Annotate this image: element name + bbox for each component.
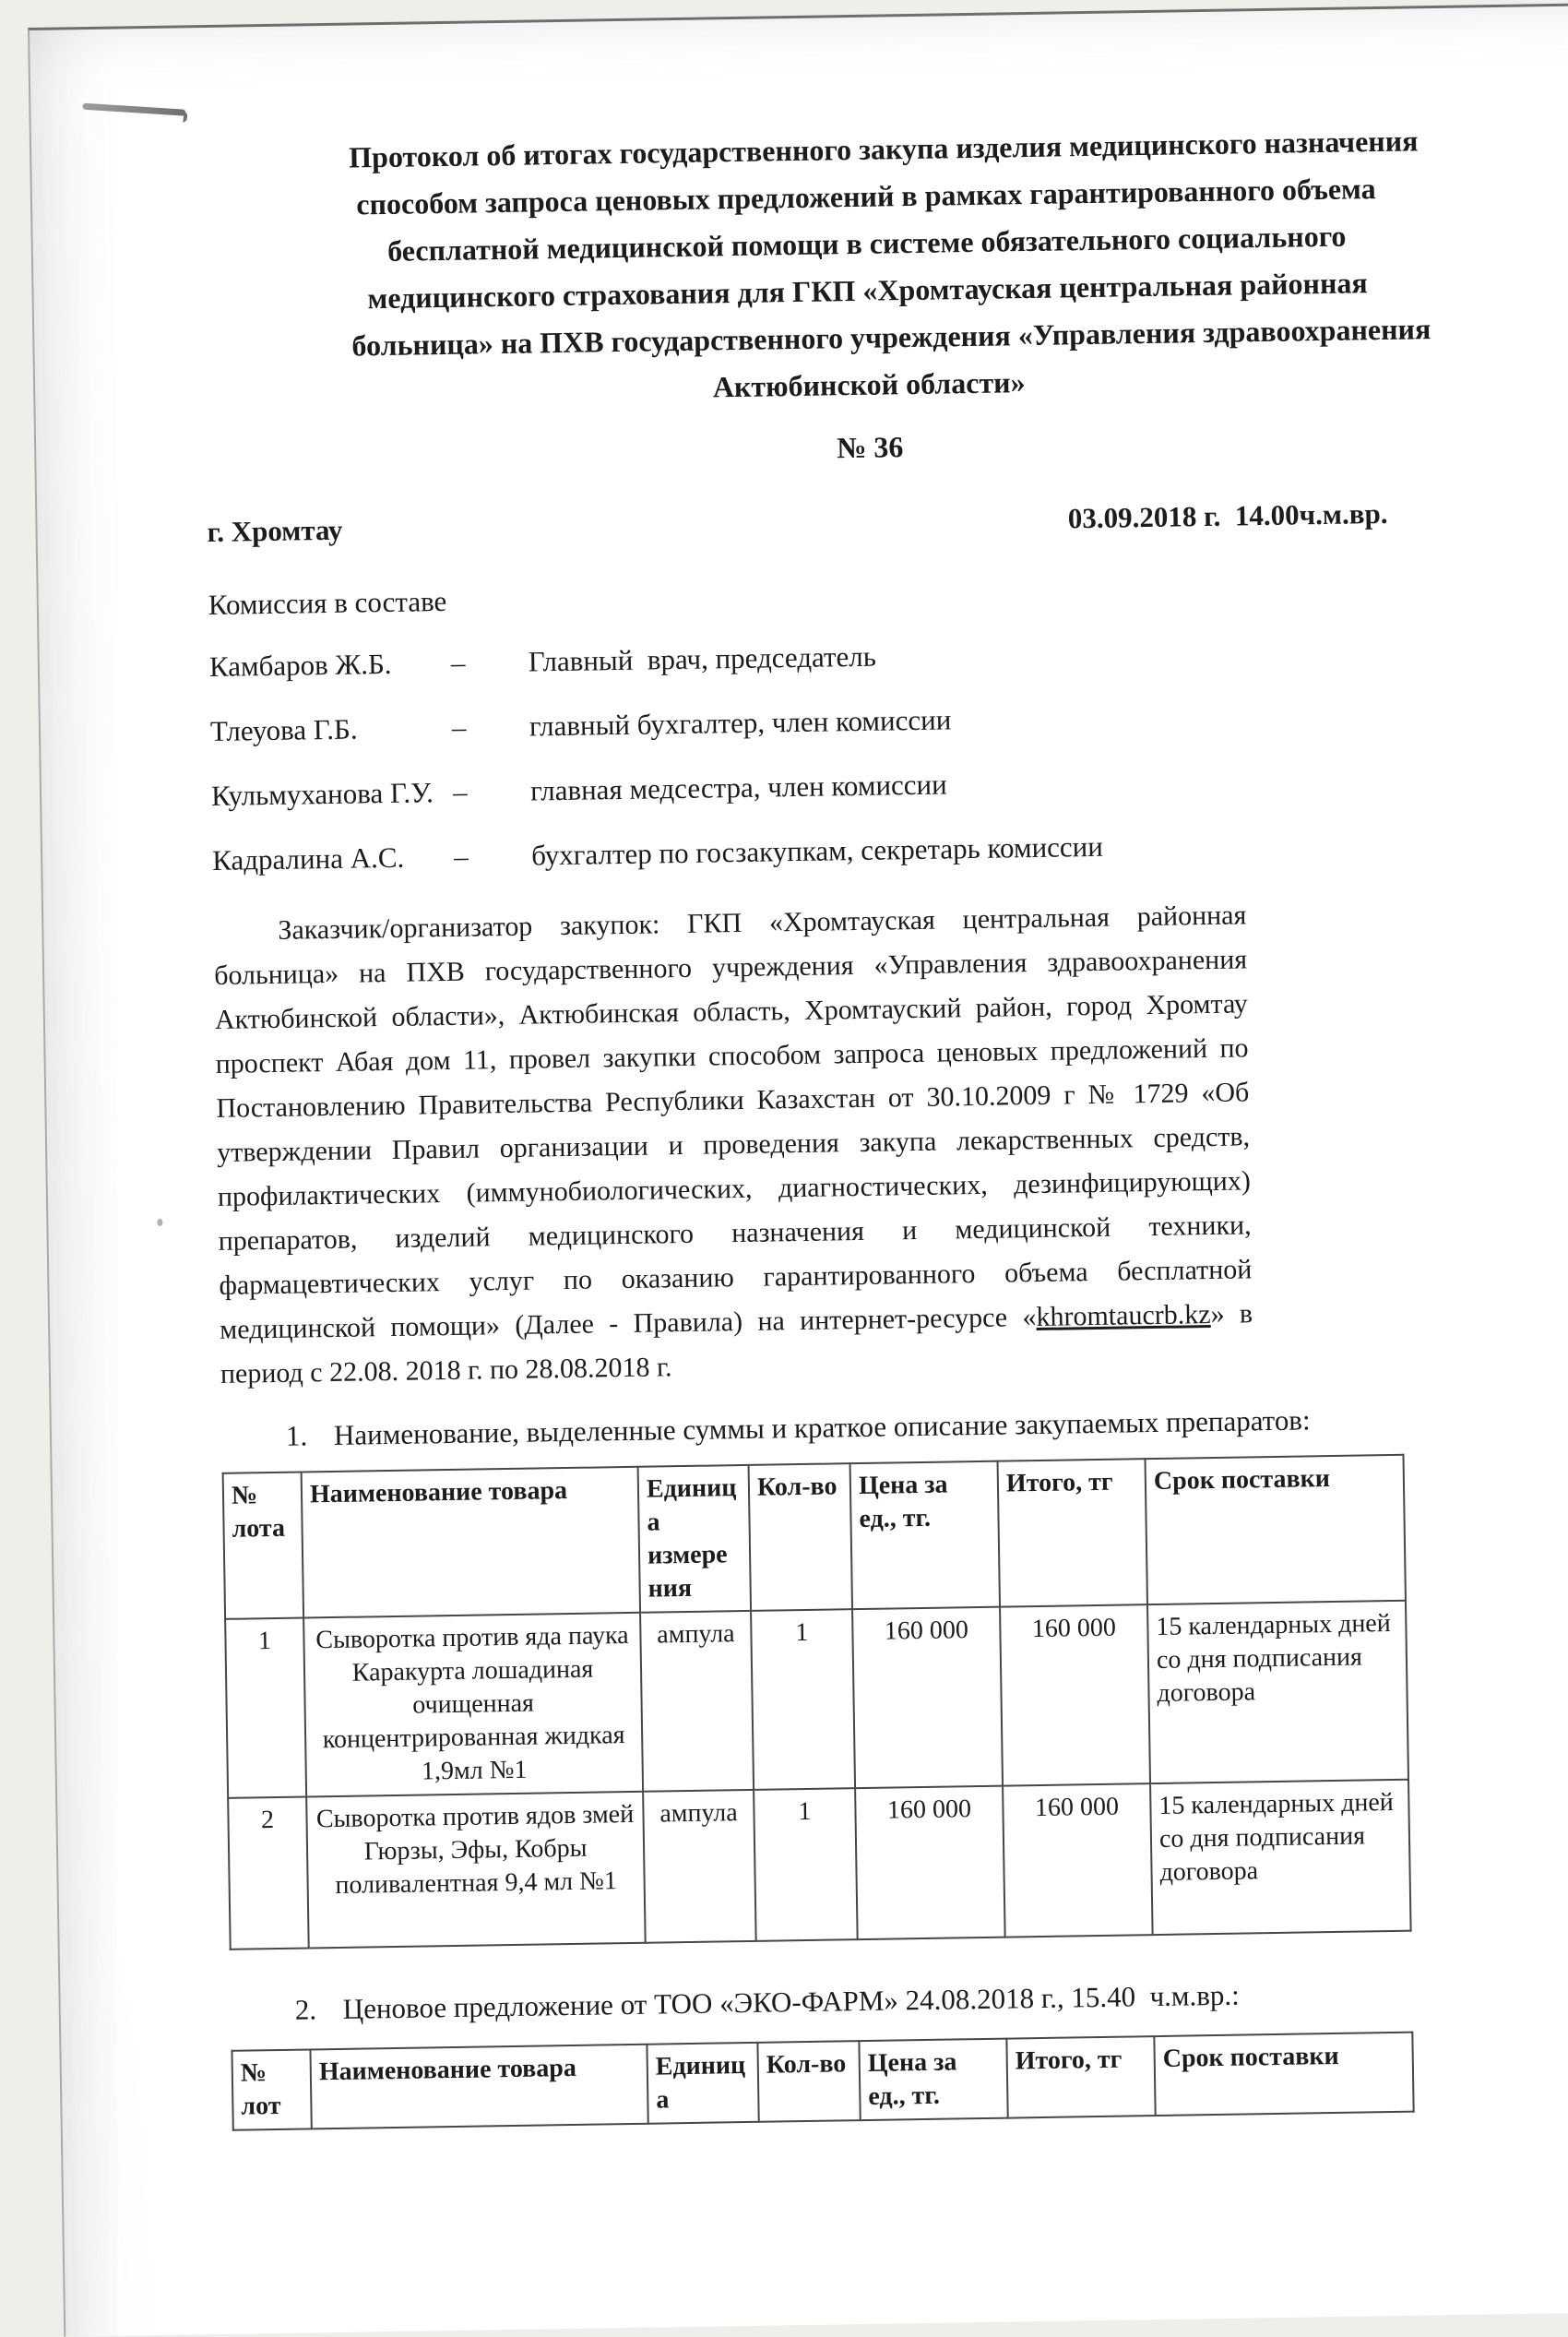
city-label: г. Хромтау <box>207 513 343 549</box>
commission-member-name: Кадралина А.С. <box>211 841 405 876</box>
cell-product-name: Сыворотка против яда паука Каракурта лошадиная очищенная концентрированная жидкая 1,9мл №1 <box>303 1613 643 1797</box>
dash-separator: – <box>452 775 468 808</box>
header-lot: № лота <box>223 1473 303 1619</box>
header-lot: № лот <box>232 2049 311 2129</box>
header-total: Итого, тг <box>1006 2036 1155 2118</box>
commission-row <box>209 633 1390 683</box>
customer-paragraph <box>213 893 1253 1397</box>
commission-member-role: главная медсестра, член комиссии <box>529 768 947 807</box>
commission-member-name: Тлеуова Г.Б. <box>209 712 358 747</box>
cell-unit: ампула <box>640 1611 754 1792</box>
staple-mark <box>82 103 185 116</box>
section-text: Ценовое предложение от ТОО «ЭКО-ФАРМ» 24.08.2018 г., 15.40 ч.м.вр.: <box>342 1978 1241 2025</box>
header-delivery-term: Срок поставки <box>1146 1455 1406 1604</box>
header-total: Итого, тг <box>998 1459 1147 1606</box>
paragraph-text: » в период с 22.08. 2018 г. по 28.08.2018 г. <box>220 1298 1253 1389</box>
section-1-heading <box>221 1399 1403 1458</box>
cell-product-name: Сыворотка против ядов змей Гюрзы, Эфы, Кобры поливалентная 9,4 мл №1 <box>306 1792 646 1949</box>
lots-table <box>222 1454 1412 1950</box>
header-product-name: Наименование товара <box>310 2045 647 2129</box>
section-number: 1. <box>285 1419 308 1452</box>
table-row <box>228 1780 1410 1949</box>
commission-row <box>211 762 1392 812</box>
dash-separator: – <box>450 646 466 679</box>
doc-title-line: Актюбинской области» <box>712 365 1026 404</box>
paragraph-text: Заказчик/организатор закупок: ГКП «Хромтауская центральная районная больница» на ПХВ государственного учреждения «Управления здравоохранения Актюбинской области», Актюбинская область, Хромтауский район, город Хромтау проспект Абая дом 11, провел закупки способом запроса ценовых предложений по Постановлению Правительства Республики Казахстан от 30.10.2009 г № 1729 «Об утверждении Правил организации и проведения закупа лекарственных средств, профилактических (иммунобиологических, диагностических, дезинфицирующих) препаратов, изделий медицинского назначения и медицинской техники, фармацевтических услуг по оказанию гарантированного объема бесплатной медицинской помощи» (Далее - Правила) на интернет-ресурсе « <box>213 900 1253 1345</box>
date-time-label: 03.09.2018 г. 14.00ч.м.вр. <box>1067 496 1388 535</box>
doc-title-line: Протокол об итогах государственного закупа изделия медицинского назначения <box>348 124 1419 174</box>
table-header-row <box>232 2033 1413 2130</box>
page-content <box>199 9 1431 2131</box>
header-unit-price: Цена за ед., тг. <box>859 2039 1007 2121</box>
document-page <box>28 2 1568 2337</box>
cell-total: 160 000 <box>1003 1783 1153 1937</box>
website-link-text: khromtaucrb.kz <box>1036 1299 1211 1332</box>
cell-unit-price: 160 000 <box>855 1786 1005 1939</box>
dash-separator: – <box>453 840 469 873</box>
header-unit: Единица <box>647 2043 758 2124</box>
doc-title-line: бесплатной медицинской помощи в системе обязательного социального <box>386 219 1347 268</box>
cell-total: 160 000 <box>1000 1604 1150 1785</box>
commission-member-name: Кульмуханова Г.У. <box>210 776 434 812</box>
dash-separator: – <box>451 710 467 744</box>
header-product-name: Наименование товара <box>302 1467 640 1618</box>
header-quantity: Кол-во <box>749 1463 852 1611</box>
scan-artifact-dot <box>157 1219 162 1226</box>
price-offer-table <box>231 2032 1414 2131</box>
header-unit-price: Цена за ед., тг. <box>850 1461 1000 1609</box>
commission-member-name: Камбаров Ж.Б. <box>208 647 392 683</box>
header-delivery-term: Срок поставки <box>1154 2033 1413 2116</box>
commission-member-role: Главный врач, председатель <box>528 639 877 678</box>
cell-lot: 2 <box>228 1796 309 1949</box>
table-header-row <box>223 1455 1406 1619</box>
meta-row <box>207 495 1388 552</box>
section-number: 2. <box>294 1993 317 2026</box>
doc-title <box>348 118 1431 417</box>
cell-unit: ампула <box>643 1790 756 1943</box>
section-text: Наименование, выделенные суммы и краткое описание закупаемых препаратов: <box>333 1403 1311 1451</box>
table-row <box>225 1601 1408 1798</box>
doc-title-line: медицинского страхования для ГКП «Хромтауская центральная районная <box>367 266 1368 316</box>
commission-heading: Комиссия в составе <box>208 584 447 621</box>
cell-delivery-term: 15 календарных дней со дня подписания договора <box>1150 1780 1411 1935</box>
cell-unit-price: 160 000 <box>852 1607 1003 1788</box>
cell-quantity: 1 <box>754 1788 858 1941</box>
doc-title-line: способом запроса ценовых предложений в рамках гарантированного объема <box>356 172 1376 221</box>
commission-member-role: бухгалтер по госзакупкам, секретарь комиссии <box>530 829 1104 872</box>
header-quantity: Кол-во <box>757 2041 860 2122</box>
header-unit: Единица измерения <box>638 1465 751 1613</box>
commission-member-role: главный бухгалтер, член комиссии <box>529 703 952 743</box>
commission-row <box>212 827 1393 876</box>
doc-title-line: больница» на ПХВ государственного учреждения «Управления здравоохранения <box>351 312 1431 363</box>
commission-list <box>209 633 1394 876</box>
section-2-heading <box>230 1973 1411 2032</box>
cell-quantity: 1 <box>751 1609 855 1790</box>
cell-lot: 1 <box>225 1618 306 1798</box>
doc-number: № 36 <box>836 430 904 465</box>
commission-row <box>210 698 1391 747</box>
cell-delivery-term: 15 календарных дней со дня подписания договора <box>1147 1601 1408 1783</box>
